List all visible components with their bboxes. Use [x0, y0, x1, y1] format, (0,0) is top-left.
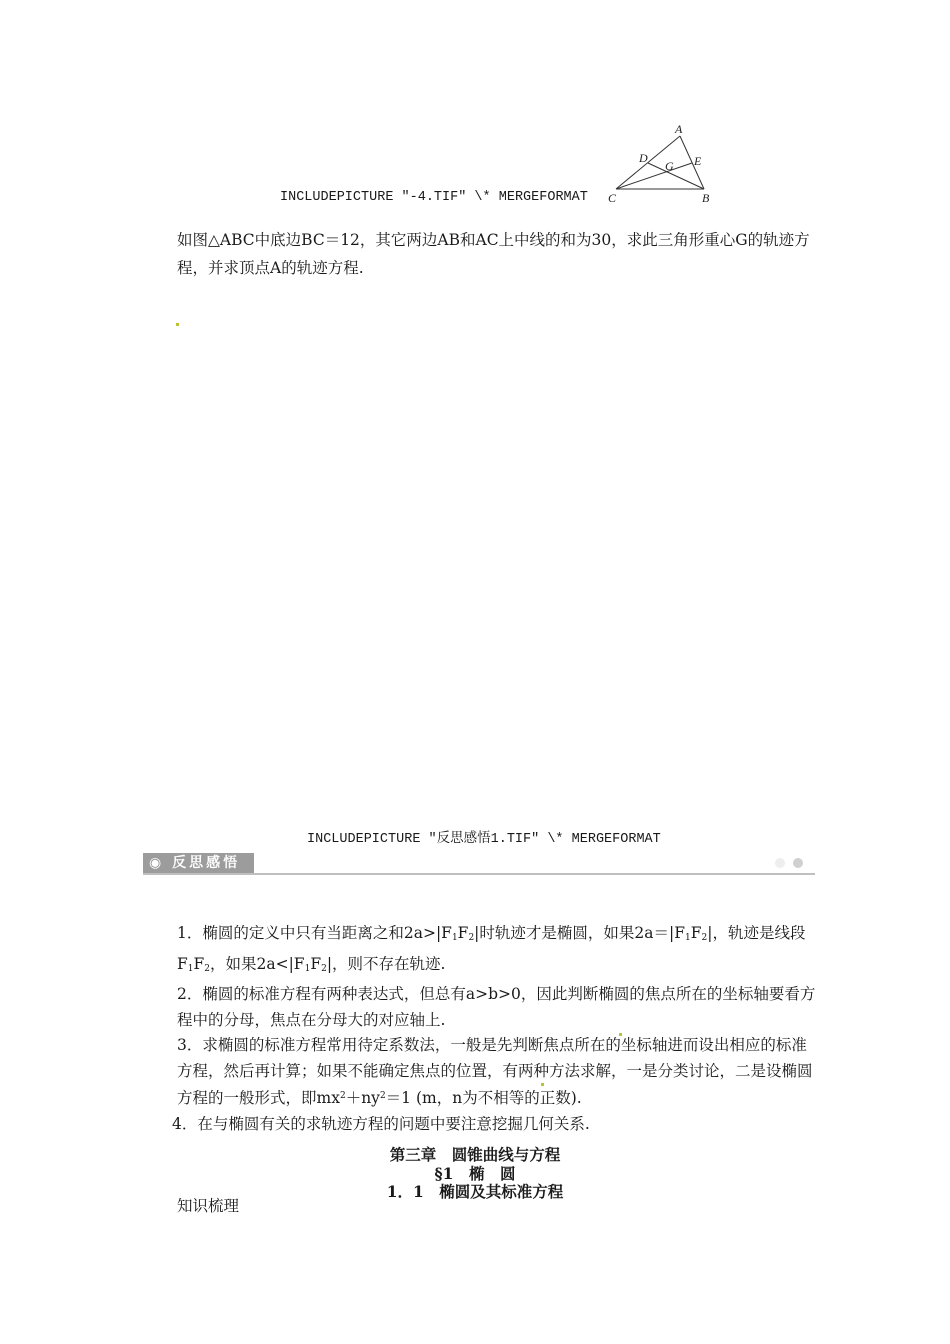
label-d: D	[639, 151, 648, 165]
banner-rule	[143, 873, 815, 875]
label-b: B	[702, 191, 710, 205]
reflection-banner	[143, 853, 815, 875]
label-a: A	[675, 122, 683, 136]
reflection-summary	[172, 921, 817, 1137]
summary-item-3: 3．求椭圆的标准方程常用待定系数法，一般是先判断焦点所在的坐标轴进而设出相应的标准方程，然后再计算；如果不能确定焦点的位置，有两种方法求解，一是分类讨论，二是设椭圆方程的一般形式，即$mx^2+ny^2=1$ (m，n为不相等的正数).	[177, 1036, 813, 1107]
stray-mark-3	[541, 1083, 544, 1086]
summary-item-4: 4．在与椭圆有关的求轨迹方程的问题中要注意挖掘几何关系.	[172, 1114, 590, 1133]
knowledge-review-label: 知识梳理	[177, 1197, 240, 1215]
subsection-title: 1．1 椭圆及其标准方程	[386, 1182, 564, 1201]
include-picture-field: INCLUDEPICTURE "-4.TIF" \* MERGEFORMAT	[280, 190, 588, 205]
problem-statement: 如图△ABC中底边BC＝12，其它两边AB和AC上中线的和为30，求此三角形重心G的轨迹方程，并求顶点A的轨迹方程.	[177, 231, 810, 277]
summary-item-1: 1．椭圆的定义中只有当距离之和$2a>|F_1F_2|$时轨迹才是椭圆，如果$2a=|F_1F_2|$，轨迹是线段$F_1F_2$，如果$2a<|F_1F_2|$，则不存在轨迹.	[177, 924, 806, 974]
banner-dot-1	[775, 858, 785, 868]
label-g: G	[665, 159, 674, 173]
banner-dot-2	[793, 858, 803, 868]
chapter-title: 第三章 圆锥曲线与方程	[389, 1145, 561, 1164]
include-picture-field-2: INCLUDEPICTURE "反思感悟1.TIF" \* MERGEFORMAT	[307, 832, 661, 847]
stray-mark	[176, 323, 179, 326]
reflection-banner-label: ◉ 反思感悟	[143, 853, 254, 873]
section-title: §1 椭 圆	[434, 1164, 516, 1183]
triangle-figure	[606, 120, 718, 208]
median-ce	[616, 163, 692, 189]
summary-item-2: 2．椭圆的标准方程有两种表达式，但总有a>b>0，因此判断椭圆的焦点所在的坐标轴要看方程中的分母，焦点在分母大的对应轴上.	[177, 985, 816, 1029]
label-c: C	[608, 191, 617, 205]
label-e: E	[694, 154, 702, 168]
stray-mark-2	[619, 1033, 622, 1036]
figure-row	[280, 120, 720, 208]
